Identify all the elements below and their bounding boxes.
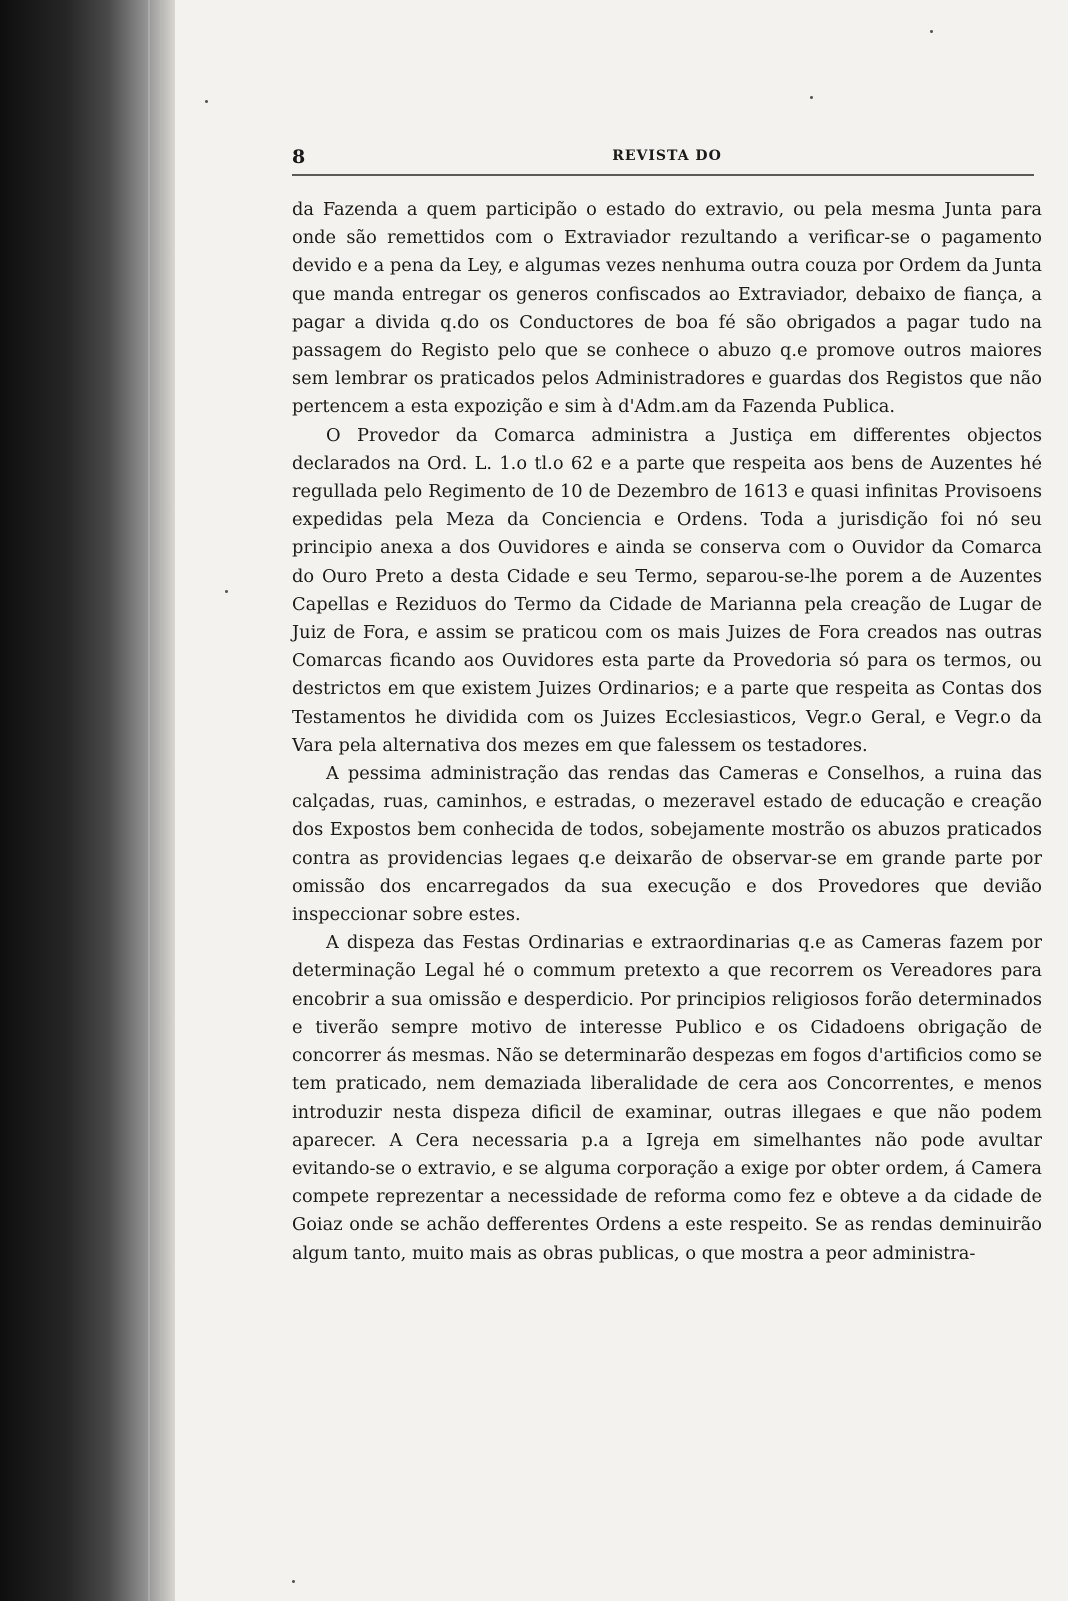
binding-highlight xyxy=(160,0,162,1601)
paper-speck xyxy=(292,1580,295,1583)
paragraph-2: O Provedor da Comarca administra a Justiça em differentes objectos declarados na Ord. L. 1.o tl.o 62 e a parte que respeita aos bens de Auzentes hé regullada pelo Regimento de 10 de Dezembro de 1613 e quasi infinitas Provisoens expedidas pela Meza da Conciencia e Ordens. Toda a jurisdição foi nó seu principio anexa a dos Ouvidores e ainda se conserva com o Ouvidor da Comarca do Ouro Preto a desta Cidade e seu Termo, separou-se-lhe porem a de Auzentes Capellas e Reziduos do Termo da Cidade de Marianna pela creação de Lugar de Juiz de Fora, e assim se praticou com os mais Juizes de Fora creados nas outras Comarcas ficando aos Ouvidores esta parte da Provedoria só para os termos, ou destrictos em que existem Juizes Ordinarios; e a parte que respeita as Contas dos Testamentos he dividida com os Juizes Ecclesiasticos, Vegr.o Geral, e Vegr.o da Vara pela alternativa dos mezes em que falessem os testadores. xyxy=(292,424,1042,756)
paper-speck xyxy=(225,590,228,593)
body-text xyxy=(292,196,1042,1268)
document-page xyxy=(292,140,1042,1268)
paragraph-1: da Fazenda a quem participão o estado do extravio, ou pela mesma Junta para onde são remettidos com o Extraviador rezultando a verificar-se o pagamento devido e a pena da Ley, e algumas vezes nenhuma outra couza por Ordem da Junta que manda entregar os generos confiscados ao Extraviador, debaixo de fiança, a pagar a divida q.do os Conductores de boa fé são obrigados a pagar tudo na passagem do Registo pelo que se conhece o abuzo q.e promove outros maiores sem lembrar os praticados pelos Administradores e guardas dos Registos que não pertencem a esta expozição e sim à d'Adm.am da Fazenda Publica. xyxy=(292,199,1042,418)
paragraph-4: A dispeza das Festas Ordinarias e extraordinarias q.e as Cameras fazem por determinação Legal hé o commum pretexto a que recorrem os Vereadores para encobrir a sua omissão e desperdicio. Por principios religiosos forão determinados e tiverão sempre motivo de interesse Publico e os Cidadoens obrigação de concorrer ás mesmas. Não se determinarão despezas em fogos d'artificios como se tem praticado, nem demaziada liberalidade de cera aos Concorrentes, e menos introduzir nesta dispeza dificil de examinar, outras illegaes e que não podem aparecer. A Cera necessaria p.a a Igreja em simelhantes não pode avultar evitando-se o extravio, e se alguma corporação a exige por obter ordem, á Camera compete reprezentar a necessidade de reforma como fez e obteve a da cidade de Goiaz onde se achão defferentes Ordens a este respeito. Se as rendas deminuirão algum tanto, muito mais as obras publicas, o que mostra a peor administra- xyxy=(292,932,1042,1264)
page-header xyxy=(292,140,1042,174)
paper-speck xyxy=(810,96,813,99)
page-number: 8 xyxy=(292,146,306,168)
binding-highlight xyxy=(148,0,150,1601)
book-binding-shadow xyxy=(0,0,175,1601)
paragraph-3: A pessima administração das rendas das Cameras e Conselhos, a ruina das calçadas, ruas, caminhos, e estradas, o mezeravel estado de educação e creação dos Expostos bem conhecida de todos, sobejamente mostrão os abuzos praticados contra as providencias legaes q.e deixarão de observar-se em grande parte por omissão dos encarregados da sua execução e dos Provedores que devião inspeccionar sobre estes. xyxy=(292,763,1042,926)
paper-speck xyxy=(930,30,933,33)
running-head: REVISTA DO xyxy=(612,148,722,164)
paper-speck xyxy=(205,100,208,103)
header-rule xyxy=(292,174,1034,176)
